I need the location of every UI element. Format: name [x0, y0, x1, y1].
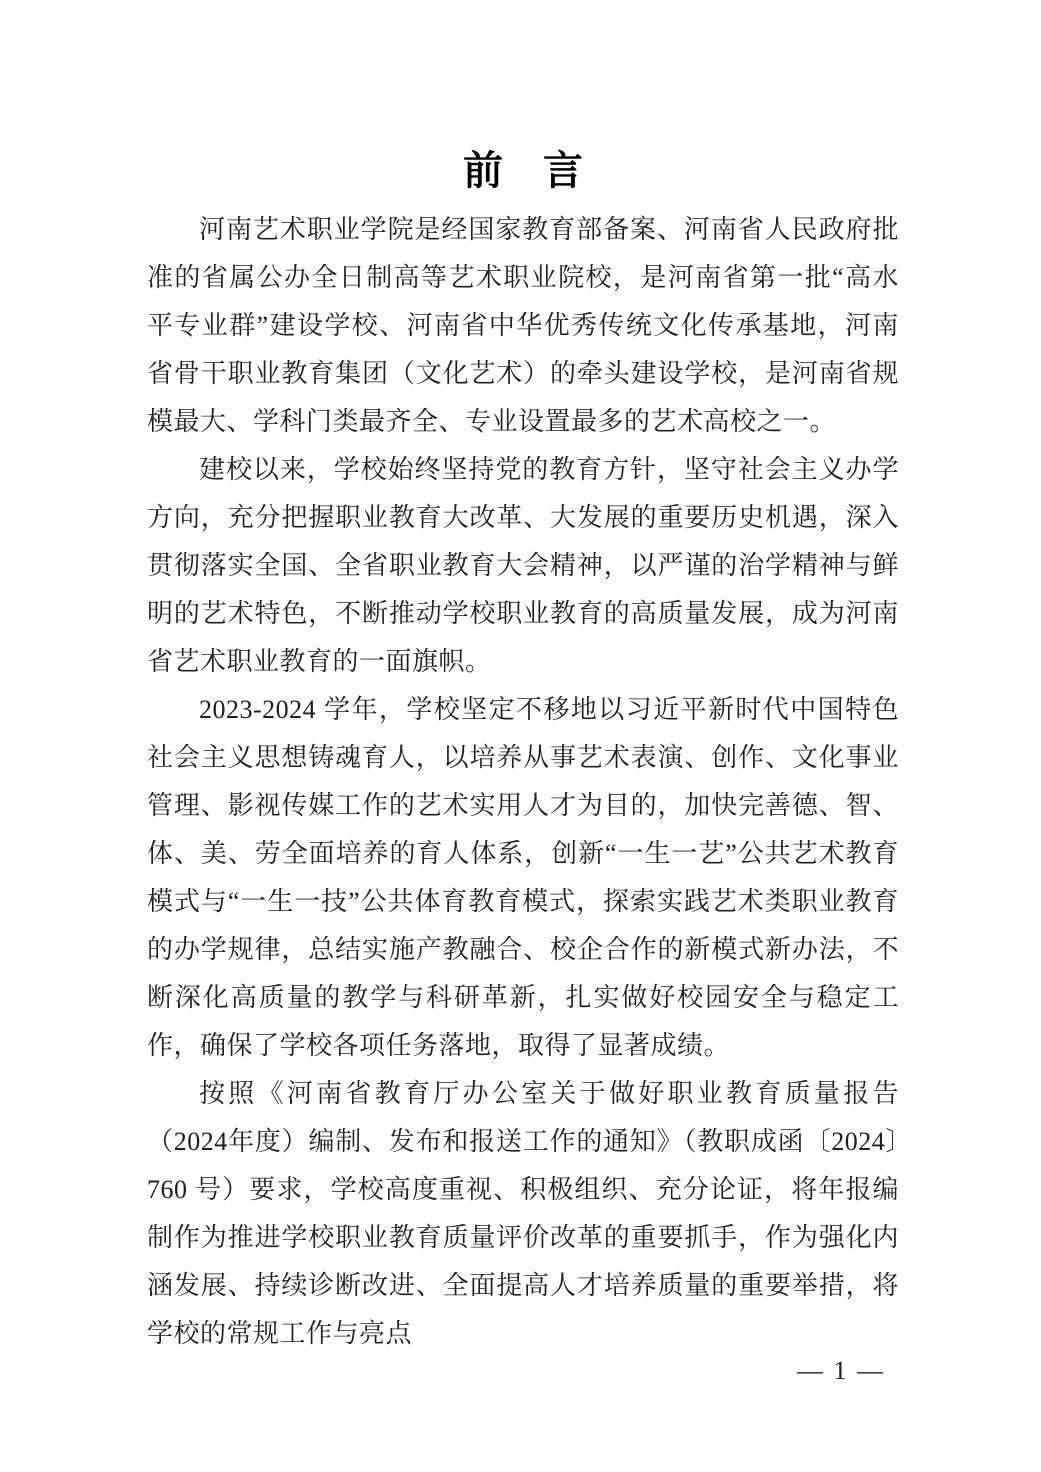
page-title: 前 言 — [463, 149, 583, 193]
paragraph-report-notice: 按照《河南省教育厅办公室关于做好职业教育质量报告（2024年度）编制、发布和报送工作的通知》（教职成函〔2024〕760 号）要求，学校高度重视、积极组织、充分论证，将年报编制作为推进学校职业教育质量评价改革的重要抓手，作为强化内涵发展、持续诊断改进、全面提高人才培养质量的重要举措，将学校的常规工作与亮点 — [147, 1079, 899, 1348]
paragraph-academic-year-achievements: 2023-2024 学年，学校坚定不移地以习近平新时代中国特色社会主义思想铸魂育人，以培养从事艺术表演、创作、文化事业管理、影视传媒工作的艺术实用人才为目的，加快完善德、智、体、美、劳全面培养的育人体系，创新“一生一艺”公共艺术教育模式与“一生一技”公共体育教育模式，探索实践艺术类职业教育的办学规律，总结实施产教融合、校企合作的新模式新办法，不断深化高质量的教学与科研革新，扎实做好校园安全与稳定工作，确保了学校各项任务落地，取得了显著成绩。 — [147, 695, 899, 1060]
paragraph-school-intro: 河南艺术职业学院是经国家教育部备案、河南省人民政府批准的省属公办全日制高等艺术职业院校，是河南省第一批“高水平专业群”建设学校、河南省中华优秀传统文化传承基地，河南省骨干职业教育集团（文化艺术）的牵头建设学校，是河南省规模最大、学科门类最齐全、专业设置最多的艺术高校之一。 — [147, 215, 899, 436]
paragraph-founding-principles: 建校以来，学校始终坚持党的教育方针，坚守社会主义办学方向，充分把握职业教育大改革、大发展的重要历史机遇，深入贯彻落实全国、全省职业教育大会精神，以严谨的治学精神与鲜明的艺术特色，不断推动学校职业教育的高质量发展，成为河南省艺术职业教育的一面旗帜。 — [147, 455, 899, 676]
page-number: — 1 — — [797, 1356, 885, 1385]
page-content — [147, 150, 899, 1358]
